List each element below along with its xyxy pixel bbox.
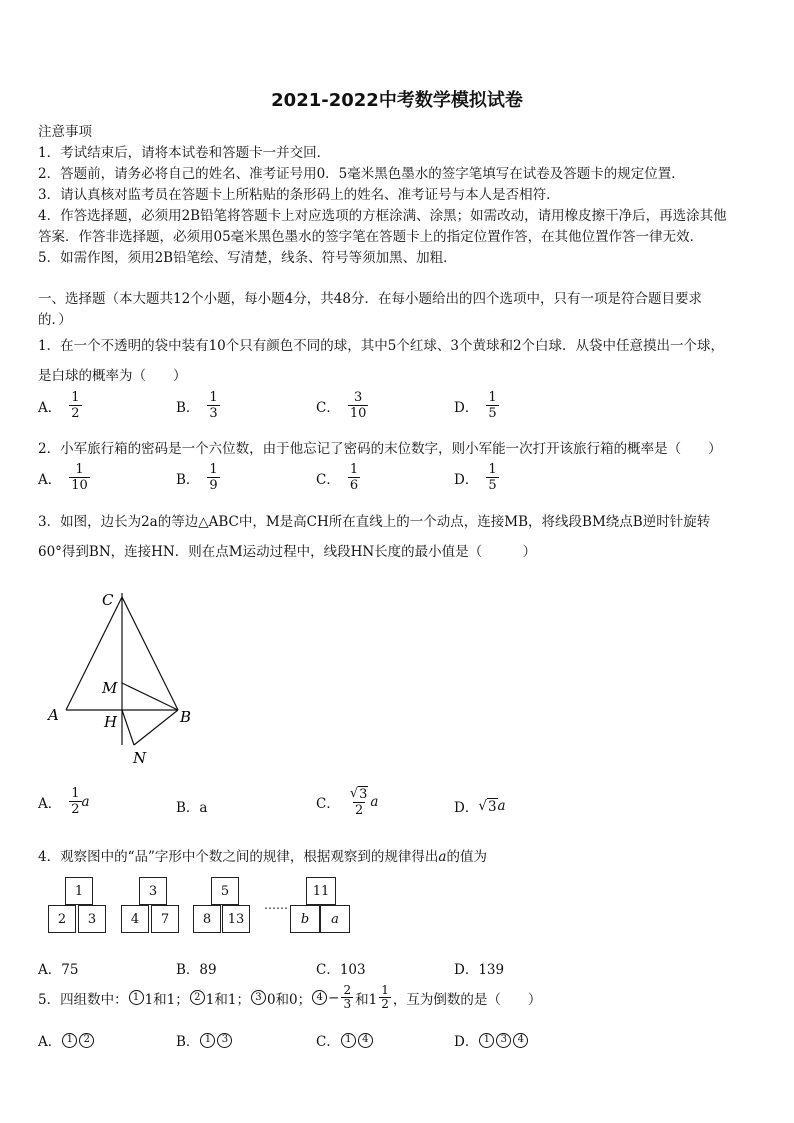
segment-bn — [134, 710, 178, 745]
question-2-text: 2．小军旅行箱的密码是一个六位数，由于他忘记了密码的末位数字，则小军能一次打开该旅行箱的概率是（ ） — [38, 441, 722, 457]
segment-mb — [122, 683, 178, 710]
page-title: 2021-2022中考数学模拟试卷 — [271, 90, 523, 111]
fraction — [379, 984, 391, 1011]
option-label: A． — [38, 471, 62, 488]
question-3-text: 3．如图，边长为2a的等边△ABC中，M是高CH所在直线上的一个动点，连接MB，将线段BM绕点B逆时针旋转 — [38, 514, 711, 530]
pinzi-right: 7 — [151, 905, 179, 933]
fraction — [486, 462, 498, 493]
q5-group-1: 1和1； — [144, 991, 189, 1008]
q5-group-3: 0和0； — [266, 991, 312, 1008]
denominator: 10 — [349, 406, 367, 421]
option-label: B． — [176, 1034, 200, 1050]
denominator: 3 — [343, 997, 352, 1011]
option-label: C． — [316, 796, 340, 812]
option-label: C． — [316, 399, 340, 416]
circled-number: 4 — [312, 990, 327, 1005]
pinzi-top: 5 — [211, 877, 239, 905]
numerator: 1 — [71, 390, 80, 405]
option-label: A． — [38, 795, 62, 812]
option-label: B．a — [176, 800, 208, 816]
notice-item: 答案．作答非选择题，必须用05毫米黑色墨水的签字笔在答题卡上的指定位置作答，在其他位置作答一律无效． — [38, 229, 704, 245]
q4-option-b: B．89 — [176, 962, 217, 978]
q2-option-a — [38, 462, 90, 493]
section-heading-cont: 的．） — [38, 312, 72, 328]
denominator: 2 — [381, 997, 389, 1011]
q5-group-2: 1和1； — [205, 991, 250, 1008]
circled-number: 3 — [251, 990, 266, 1005]
question-1-text-cont: 是白球的概率为（ ） — [38, 368, 187, 384]
denominator: 5 — [488, 478, 497, 493]
sqrt: √ 3 — [478, 797, 497, 815]
section-heading: 一、选择题（本大题共12个小题，每小题4分，共48分．在每小题给出的四个选项中，只有一项是符合题目要求 — [38, 291, 702, 307]
segment-hn — [122, 710, 134, 745]
fraction — [69, 786, 81, 817]
pinzi-top: 3 — [139, 877, 167, 905]
numerator: 1 — [488, 390, 497, 405]
label-h: H — [104, 713, 118, 731]
q2-option-c — [316, 462, 360, 493]
fraction — [69, 390, 81, 421]
q1-option-c — [316, 390, 368, 421]
q4-option-d: D．139 — [454, 962, 505, 978]
notice-item: 3．请认真核对监考员在答题卡上所粘贴的条形码上的姓名、准考证号与本人是否相符． — [38, 187, 560, 203]
numerator: 3 — [353, 390, 363, 405]
option-label: D． — [454, 1034, 479, 1050]
fraction — [69, 462, 90, 493]
sqrt: √ 3 — [349, 786, 368, 802]
pinzi-top: 11 — [306, 877, 336, 905]
q4-option-c: C．103 — [316, 962, 366, 978]
circled-number: 1 — [200, 1033, 215, 1048]
question-3-text-cont: 60°得到BN，连接HN．则在点M运动过程中，线段HN长度的最小值是（ ） — [38, 544, 537, 560]
circled-number: 1 — [62, 1033, 77, 1048]
fraction — [348, 786, 371, 818]
q1-option-d — [454, 390, 499, 421]
q3-option-b — [176, 796, 207, 816]
fraction — [348, 462, 360, 493]
numerator: 2 — [343, 983, 352, 997]
circled-number: 3 — [217, 1033, 232, 1048]
label-m: M — [102, 679, 118, 697]
numerator: 1 — [75, 462, 84, 477]
pinzi-right: 3 — [78, 905, 106, 933]
q2-option-d — [454, 462, 499, 493]
pinzi-left: b — [290, 905, 320, 933]
circled-number: 2 — [79, 1033, 94, 1048]
fraction — [341, 984, 353, 1011]
label-b: B — [180, 708, 192, 726]
numerator: 1 — [209, 390, 218, 405]
option-label: D． — [454, 471, 479, 488]
option-label: D． — [454, 800, 479, 816]
q3-option-c — [316, 786, 378, 818]
circled-number: 2 — [190, 990, 205, 1005]
radicand: 3 — [487, 798, 497, 815]
option-label: B． — [176, 471, 200, 488]
q5-option-b — [176, 1030, 233, 1050]
q2-option-b — [176, 462, 220, 493]
denominator: 2 — [354, 803, 364, 818]
denominator: 6 — [349, 478, 359, 493]
circled-number: 4 — [513, 1033, 528, 1048]
q5-option-d — [454, 1030, 529, 1050]
variable: a — [81, 793, 90, 810]
numerator: 1 — [349, 462, 359, 477]
circled-number: 1 — [341, 1033, 356, 1048]
variable: a — [438, 849, 447, 865]
pinzi-right: 13 — [222, 905, 250, 933]
circled-number: 3 — [496, 1033, 511, 1048]
fraction — [207, 462, 219, 493]
q1-option-a — [38, 390, 82, 421]
option-label: A． — [38, 399, 62, 416]
q4-text-pre: 4．观察图中的“品”字形中个数之间的规律，根据观察到的规律得出 — [38, 849, 439, 865]
q3-option-d — [454, 796, 506, 816]
q5-group-4-mid: 和1 — [355, 991, 378, 1008]
fraction — [486, 390, 498, 421]
q5-tail: ，互为倒数的是（ ） — [392, 991, 542, 1008]
q4-text-post: 的值为 — [446, 849, 487, 865]
numerator — [348, 786, 371, 802]
denominator: 2 — [71, 802, 80, 817]
pinzi-right: a — [320, 905, 350, 933]
label-c: C — [102, 591, 114, 609]
question-5-text — [38, 984, 541, 1011]
notice-item: 1．考试结束后，请将本试卷和答题卡一并交回． — [38, 145, 331, 161]
q1-option-b — [176, 390, 220, 421]
side-cb — [122, 597, 178, 710]
circled-number: 1 — [479, 1033, 494, 1048]
label-a: A — [48, 706, 59, 724]
q5-lead: 5．四组数中： — [38, 991, 128, 1008]
option-label: C． — [316, 1034, 340, 1050]
denominator: 10 — [71, 478, 88, 493]
fraction — [348, 390, 369, 421]
notice-item: 5．如需作图，须用2B铅笔绘、写清楚，线条、符号等须加黑、加粗． — [38, 250, 457, 266]
notice-item: 2．答题前，请务必将自己的姓名、准考证号用0．5毫米黑色墨水的签字笔填写在试卷及答题卡的规定位置． — [38, 166, 685, 182]
pinzi-left: 8 — [193, 905, 221, 933]
option-label: B． — [176, 399, 200, 416]
radicand: 3 — [359, 787, 368, 802]
question-4-text — [38, 845, 758, 865]
denominator: 2 — [71, 406, 80, 421]
q3-option-a — [38, 786, 90, 817]
pinzi-left: 4 — [121, 905, 149, 933]
option-label: C． — [316, 471, 340, 488]
question-1-text: 1．在一个不透明的袋中装有10个只有颜色不同的球，其中5个红球、3个黄球和2个白球．从袋中任意摸出一个球， — [38, 338, 725, 354]
denominator: 3 — [209, 406, 218, 421]
pinzi-top: 1 — [65, 877, 93, 905]
minus-sign: − — [328, 989, 340, 1006]
numerator: 1 — [381, 983, 389, 997]
q4-option-a: A．75 — [38, 962, 79, 978]
numerator: 1 — [209, 462, 218, 477]
fraction — [207, 390, 219, 421]
triangle-figure — [38, 585, 218, 775]
ellipsis: …… — [264, 898, 288, 912]
numerator: 1 — [488, 462, 497, 477]
circled-number: 1 — [129, 990, 144, 1005]
q5-option-a — [38, 1030, 95, 1050]
variable: a — [370, 794, 379, 810]
q5-option-c — [316, 1030, 374, 1050]
pinzi-left: 2 — [48, 905, 76, 933]
notice-item: 4．作答选择题，必须用2B铅笔将答题卡上对应选项的方框涂满、涂黑；如需改动，请用橡皮擦干净后，再选涂其他 — [38, 208, 727, 224]
denominator: 5 — [488, 406, 497, 421]
denominator: 9 — [209, 478, 218, 493]
option-label: A． — [38, 1034, 62, 1050]
numerator: 1 — [71, 786, 80, 801]
variable: a — [497, 798, 506, 814]
circled-number: 4 — [358, 1033, 373, 1048]
label-n: N — [133, 749, 147, 767]
notice-heading: 注意事项 — [38, 124, 92, 140]
option-label: D． — [454, 399, 479, 416]
